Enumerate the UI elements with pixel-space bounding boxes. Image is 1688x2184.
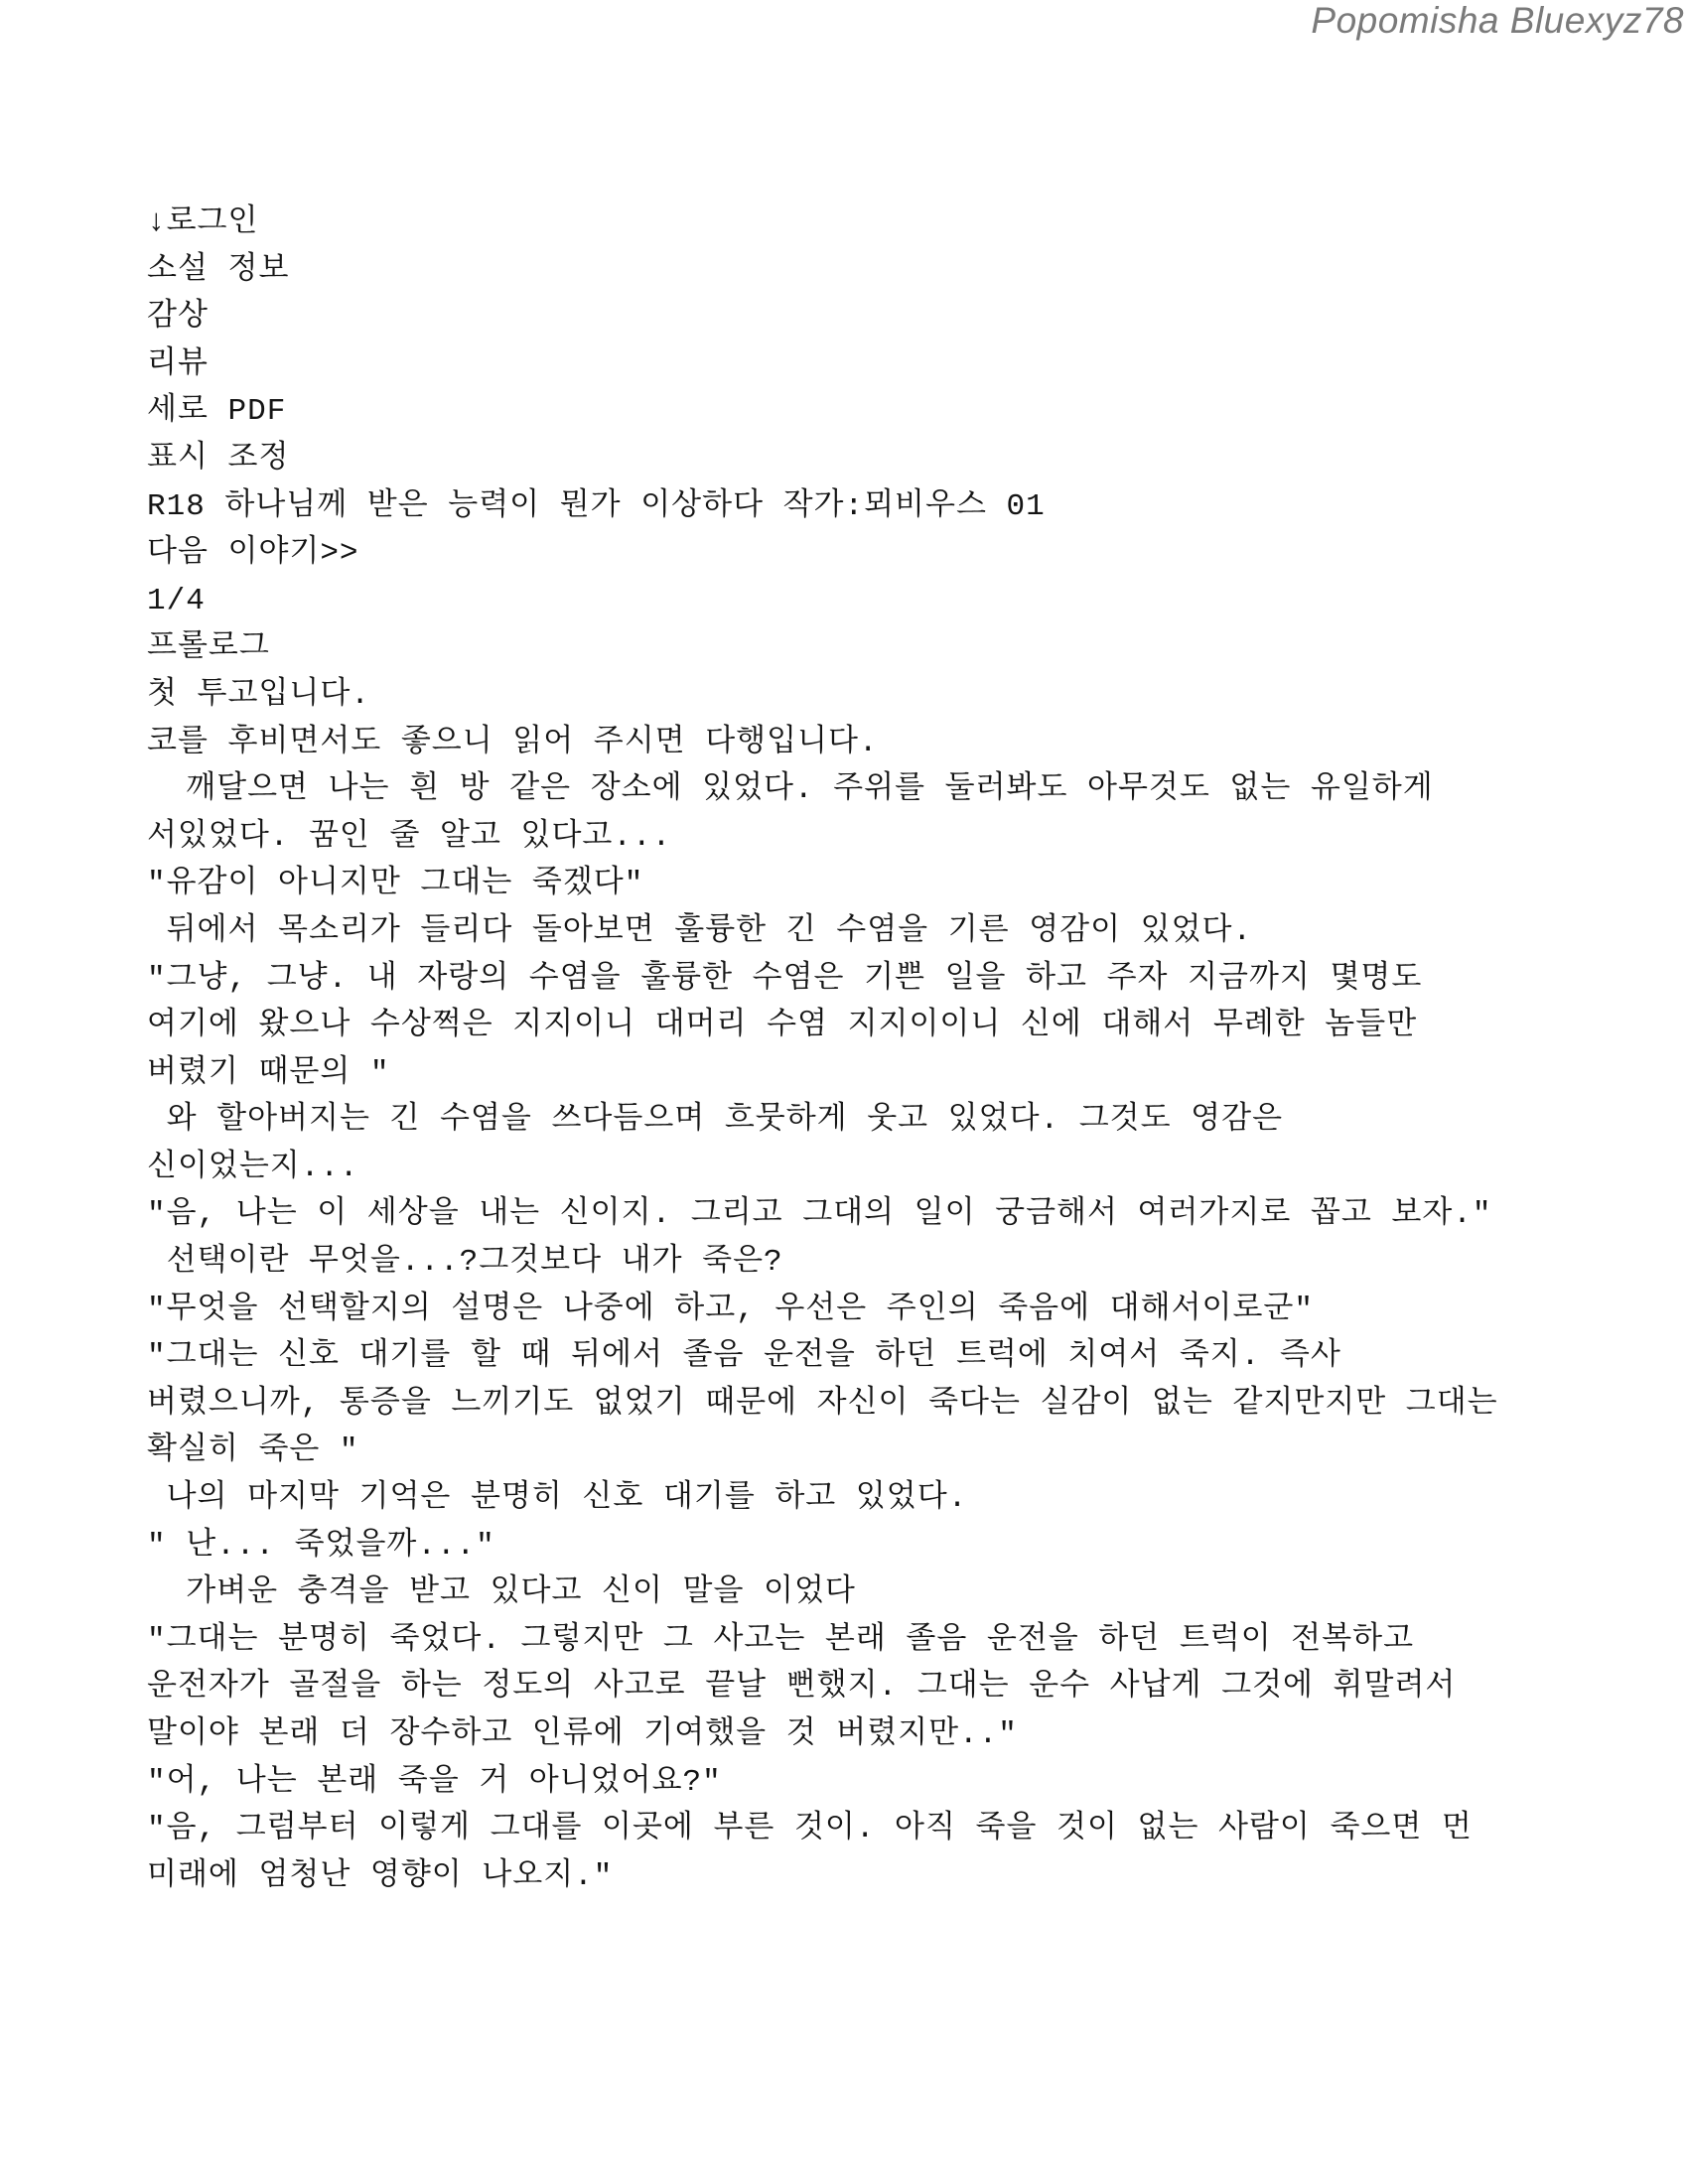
nav-link[interactable]: 소설 정보 — [147, 252, 290, 288]
novel-text-line: "어, 나는 본래 죽을 거 아니었어요?" — [147, 1764, 722, 1800]
novel-text-line: "그냥, 그냥. 내 자랑의 수염을 훌륭한 수염은 기쁜 일을 하고 주자 지금까지 몇명도 — [147, 961, 1423, 997]
page-indicator: 1/4 — [147, 583, 206, 618]
novel-text-line: 여기에 왔으나 수상쩍은 지지이니 대머리 수염 지지이이니 신에 대해서 무례한 놈들만 — [147, 1009, 1418, 1044]
novel-body — [147, 672, 1658, 1900]
novel-text-line: 선택이란 무엇을...?그것보다 내가 죽은? — [147, 1245, 783, 1281]
nav-link[interactable]: 리뷰 — [147, 346, 209, 382]
novel-text-line: "음, 그럼부터 이렇게 그대를 이곳에 부른 것이. 아직 죽을 것이 없는 사람이 죽으면 먼 — [147, 1812, 1473, 1847]
novel-text-line: 가벼운 충격을 받고 있다고 신이 말을 이었다 — [147, 1575, 856, 1611]
watermark: Popomisha Bluexyz78 — [1311, 0, 1684, 41]
nav-link[interactable]: 감상 — [147, 300, 209, 336]
novel-text-line: "무엇을 선택할지의 설명은 나중에 하고, 우선은 주인의 죽음에 대해서이로군" — [147, 1292, 1314, 1327]
novel-text-line: 버렸으니까, 통증을 느끼기도 없었기 때문에 자신이 죽다는 실감이 없는 같지만지만 그대는 — [147, 1386, 1498, 1422]
novel-text-line: 나의 마지막 기억은 분명히 신호 대기를 하고 있었다. — [147, 1481, 968, 1517]
novel-text-line: "그대는 신호 대기를 할 때 뒤에서 졸음 운전을 하던 트럭에 치여서 죽지. 즉사 — [147, 1339, 1341, 1375]
novel-title-line: R18 하나님께 받은 능력이 뭔가 이상하다 작가:뫼비우스 01 — [147, 488, 1046, 524]
nav-link[interactable]: 세로 PDF — [147, 394, 287, 430]
novel-text-line: 미래에 엄청난 영향이 나오지." — [147, 1858, 614, 1894]
novel-text-line: 코를 후비면서도 좋으니 읽어 주시면 다행입니다. — [147, 725, 879, 760]
novel-text-line: "음, 나는 이 세상을 내는 신이지. 그리고 그대의 일이 궁금해서 여러가지로 꼽고 보자." — [147, 1197, 1492, 1233]
page-content — [147, 200, 1658, 1900]
novel-text-line: 서있었다. 꿈인 줄 알고 있다고... — [147, 819, 672, 855]
novel-text-line: "그대는 분명히 죽었다. 그렇지만 그 사고는 본래 졸음 운전을 하던 트럭이 전복하고 — [147, 1622, 1415, 1658]
novel-text-line: "유감이 아니지만 그대는 죽겠다" — [147, 867, 644, 902]
novel-text-line: 말이야 본래 더 장수하고 인류에 기여했을 것 버렸지만.." — [147, 1717, 1018, 1752]
nav-link[interactable]: ↓로그인 — [147, 205, 259, 240]
novel-text-line: 깨달으면 나는 흰 방 같은 장소에 있었다. 주위를 둘러봐도 아무것도 없는 유일하게 — [147, 772, 1434, 808]
nav-link[interactable]: 표시 조정 — [147, 441, 290, 477]
novel-text-line: 확실히 죽은 " — [147, 1433, 359, 1469]
nav-links — [147, 200, 1658, 483]
novel-text-line: 운전자가 골절을 하는 정도의 사고로 끝날 뻔했지. 그대는 운수 사납게 그것에 휘말려서 — [147, 1670, 1457, 1706]
novel-text-line: " 난... 죽었을까..." — [147, 1528, 495, 1564]
novel-text-line: 첫 투고입니다. — [147, 677, 370, 713]
novel-text-line: 신이었는지... — [147, 1150, 359, 1185]
novel-text-line: 버렸기 때문의 " — [147, 1055, 390, 1091]
next-episode-link[interactable]: 다음 이야기>> — [147, 536, 359, 572]
novel-text-line: 와 할아버지는 긴 수염을 쓰다듬으며 흐뭇하게 웃고 있었다. 그것도 영감은 — [147, 1103, 1284, 1139]
chapter-title: 프롤로그 — [147, 630, 270, 666]
novel-text-line: 뒤에서 목소리가 들리다 돌아보면 훌륭한 긴 수염을 기른 영감이 있었다. — [147, 913, 1253, 949]
